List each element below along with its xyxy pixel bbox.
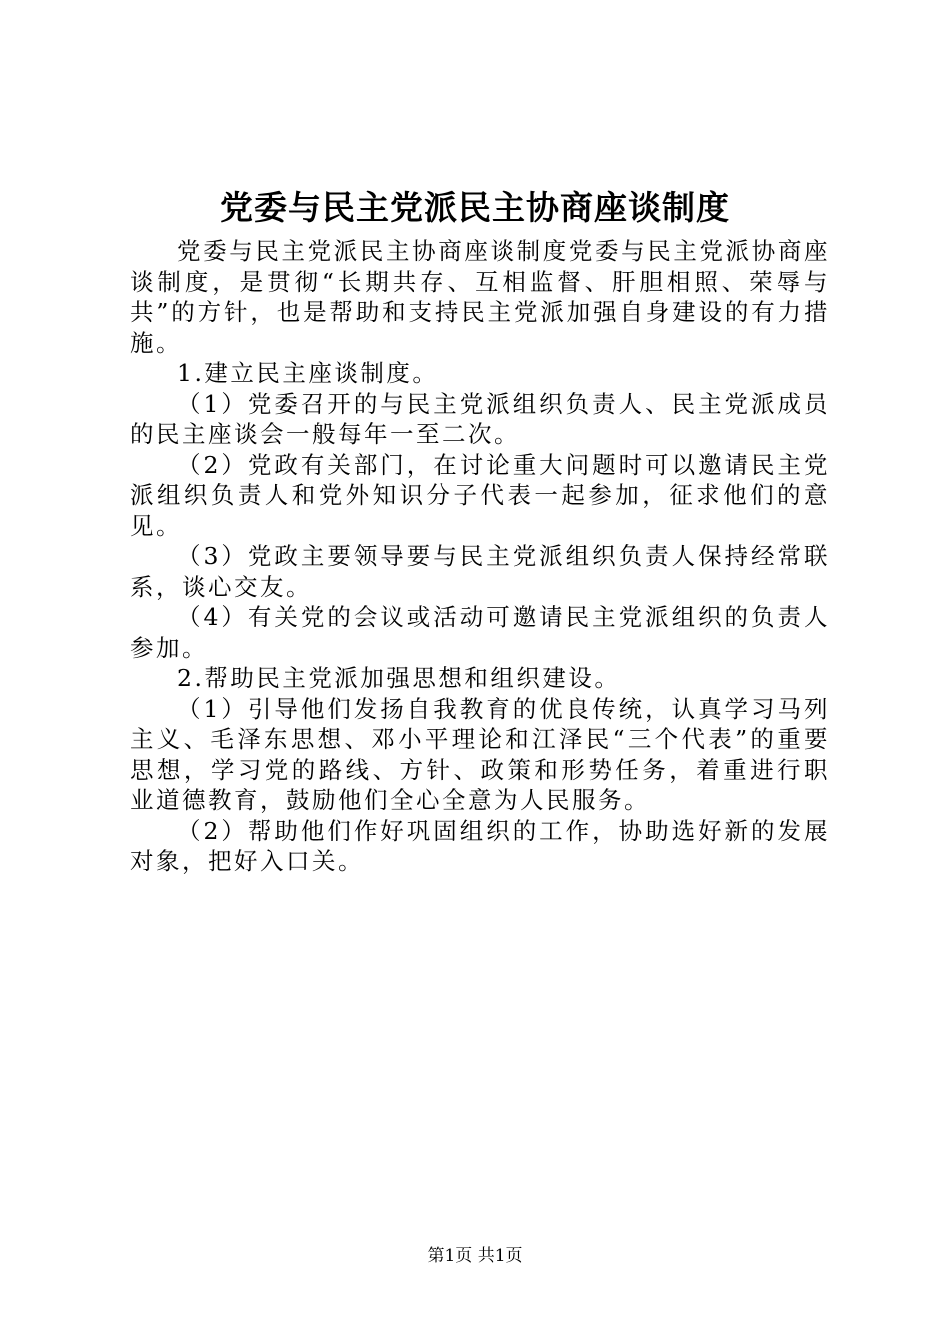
paragraph-1-1: （1）党委召开的与民主党派组织负责人、民主党派成员的民主座谈会一般每年一至二次。 — [130, 389, 830, 448]
paragraph-intro: 党委与民主党派民主协商座谈制度党委与民主党派协商座谈制度，是贯彻“长期共存、互相监督、肝胆相照、荣辱与共”的方针，也是帮助和支持民主党派加强自身建设的有力措施。 — [130, 237, 830, 357]
document-title: 党委与民主党派民主协商座谈制度 — [220, 188, 730, 227]
paragraph-1-3: （3）党政主要领导要与民主党派组织负责人保持经常联系，谈心交友。 — [130, 542, 830, 601]
section-heading-2: 2.帮助民主党派加强思想和组织建设。 — [177, 664, 621, 692]
section-heading-1: 1.建立民主座谈制度。 — [177, 359, 439, 387]
paragraph-2-1: （1）引导他们发扬自我教育的优良传统，认真学习马列主义、毛泽东思想、邓小平理论和江泽民“三个代表”的重要思想，学习党的路线、方针、政策和形势任务，着重进行职业道德教育，鼓励他们全心全意为人民服务。 — [130, 694, 830, 814]
document-body — [130, 236, 830, 877]
page-footer: 第1页 共1页 — [427, 1246, 523, 1266]
paragraph-1-4: （4）有关党的会议或活动可邀请民主党派组织的负责人参加。 — [130, 603, 830, 662]
paragraph-1-2: （2）党政有关部门，在讨论重大问题时可以邀请民主党派组织负责人和党外知识分子代表一起参加，征求他们的意见。 — [130, 450, 830, 540]
paragraph-2-2: （2）帮助他们作好巩固组织的工作，协助选好新的发展对象，把好入口关。 — [130, 816, 830, 875]
